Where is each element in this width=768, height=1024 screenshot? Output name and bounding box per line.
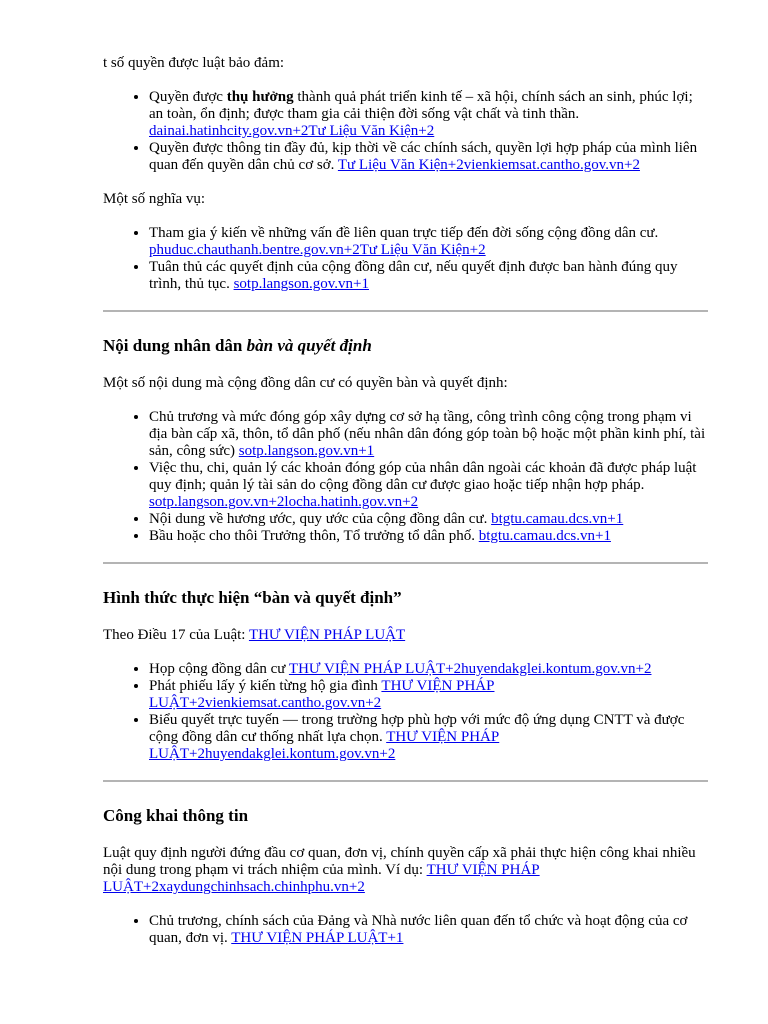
obligations-list (103, 225, 708, 293)
list-item: • Quyền được thụ hưởng thành quả phát triển kinh tế – xã hội, chính sách an sinh, phúc lợi; an toàn, ổn định; được tham gia cải thiện đời sống vật chất và tinh thần. dainai.hatinhcity.gov.vn+2Tư Liệu Văn Kiện+2 (149, 89, 708, 140)
source-link[interactable]: btgtu.camau.dcs.vn+1 (491, 511, 624, 527)
disclosure-list (103, 913, 708, 947)
source-link[interactable]: btgtu.camau.dcs.vn+1 (478, 528, 611, 544)
section-heading: Công khai thông tin (103, 806, 249, 825)
section-heading: Hình thức thực hiện “bàn và quyết định” (103, 588, 402, 607)
intro-line: t số quyền được luật bảo đảm: (103, 55, 285, 71)
list-item: • Chủ trương và mức đóng góp xây dựng cơ sở hạ tầng, công trình công cộng trong phạm vi địa bàn cấp xã, thôn, tổ dân phố (nếu nhân dân đóng góp toàn bộ hoặc một phần kinh phí, tài sản, công sức) sotp.langson.gov.vn+1 (149, 409, 708, 460)
source-link[interactable]: phuduc.chauthanh.bentre.gov.vn+2Tư Liệu Văn Kiện+2 (149, 242, 486, 258)
list-item: • Biểu quyết trực tuyến — trong trường hợp phù hợp với mức độ ứng dụng CNTT và được cộng đồng dân cư thống nhất lựa chọn. THƯ VIỆN PHÁP LUẬT+2huyendakglei.kontum.gov.vn+2 (149, 712, 708, 763)
list-item: • Chủ trương, chính sách của Đảng và Nhà nước liên quan đến tổ chức và hoạt động của cơ quan, đơn vị. THƯ VIỆN PHÁP LUẬT+1 (149, 913, 708, 947)
source-link[interactable]: THƯ VIỆN PHÁP LUẬT+2vienkiemsat.cantho.gov.vn+2 (149, 678, 495, 711)
list-item: • Quyền được thông tin đầy đủ, kịp thời về các chính sách, quyền lợi hợp pháp của mình liên quan đến quyền dân chủ cơ sở. Tư Liệu Văn Kiện+2vienkiemsat.cantho.gov.vn+2 (149, 140, 708, 174)
rights-list (103, 89, 708, 174)
methods-list (103, 661, 708, 763)
source-link[interactable]: sotp.langson.gov.vn+2locha.hatinh.gov.vn+2 (149, 494, 419, 510)
source-link[interactable]: sotp.langson.gov.vn+1 (238, 443, 375, 459)
source-link[interactable]: sotp.langson.gov.vn+1 (233, 276, 369, 292)
source-link[interactable]: THƯ VIỆN PHÁP LUẬT+1 (231, 930, 404, 946)
section-intro: Luật quy định người đứng đầu cơ quan, đơn vị, chính quyền cấp xã phải thực hiện công khai nhiều nội dung trong phạm vi trách nhiệm của mình. Ví dụ: THƯ VIỆN PHÁP LUẬT+2xaydungchinhsach.chinhphu.vn+2 (103, 845, 696, 895)
section-intro: Theo Điều 17 của Luật: THƯ VIỆN PHÁP LUẬT (103, 627, 406, 643)
discussion-list (103, 409, 708, 545)
source-link[interactable]: THƯ VIỆN PHÁP LUẬT+2huyendakglei.kontum.gov.vn+2 (149, 729, 500, 762)
source-link[interactable]: THƯ VIỆN PHÁP LUẬT+2huyendakglei.kontum.gov.vn+2 (288, 661, 652, 677)
list-item: • Phát phiếu lấy ý kiến từng hộ gia đình THƯ VIỆN PHÁP LUẬT+2vienkiemsat.cantho.gov.vn+2 (149, 678, 708, 712)
list-item: • Tham gia ý kiến về những vấn đề liên quan trực tiếp đến đời sống cộng đồng dân cư. phuduc.chauthanh.bentre.gov.vn+2Tư Liệu Văn Kiện+2 (149, 225, 708, 259)
list-item: • Việc thu, chi, quản lý các khoản đóng góp của nhân dân ngoài các khoản đã được pháp luật quy định; quản lý tài sản do cộng đồng dân cư được giao hoặc tiếp nhận hợp pháp. sotp.langson.gov.vn+2locha.hatinh.gov.vn+2 (149, 460, 708, 511)
section-intro: Một số nội dung mà cộng đồng dân cư có quyền bàn và quyết định: (103, 375, 508, 391)
source-link[interactable]: THƯ VIỆN PHÁP LUẬT (248, 627, 406, 643)
list-item: • Tuân thủ các quyết định của cộng đồng dân cư, nếu quyết định được ban hành đúng quy trình, thủ tục. sotp.langson.gov.vn+1 (149, 259, 708, 293)
list-item: • Bầu hoặc cho thôi Trưởng thôn, Tổ trưởng tổ dân phố. btgtu.camau.dcs.vn+1 (149, 528, 708, 545)
list-item: • Nội dung về hương ước, quy ước của cộng đồng dân cư. btgtu.camau.dcs.vn+1 (149, 511, 708, 528)
source-link[interactable]: dainai.hatinhcity.gov.vn+2Tư Liệu Văn Kiện+2 (149, 123, 435, 139)
bold-term: thụ hưởng (226, 89, 294, 105)
list-item: • Họp cộng đồng dân cư THƯ VIỆN PHÁP LUẬT+2huyendakglei.kontum.gov.vn+2 (149, 661, 708, 678)
section-heading: Nội dung nhân dân bàn và quyết định (103, 336, 372, 355)
source-link[interactable]: THƯ VIỆN PHÁP LUẬT+2xaydungchinhsach.chinhphu.vn+2 (103, 862, 540, 895)
obligations-intro: Một số nghĩa vụ: (103, 191, 206, 207)
source-link[interactable]: Tư Liệu Văn Kiện+2vienkiemsat.cantho.gov.vn+2 (337, 157, 640, 173)
